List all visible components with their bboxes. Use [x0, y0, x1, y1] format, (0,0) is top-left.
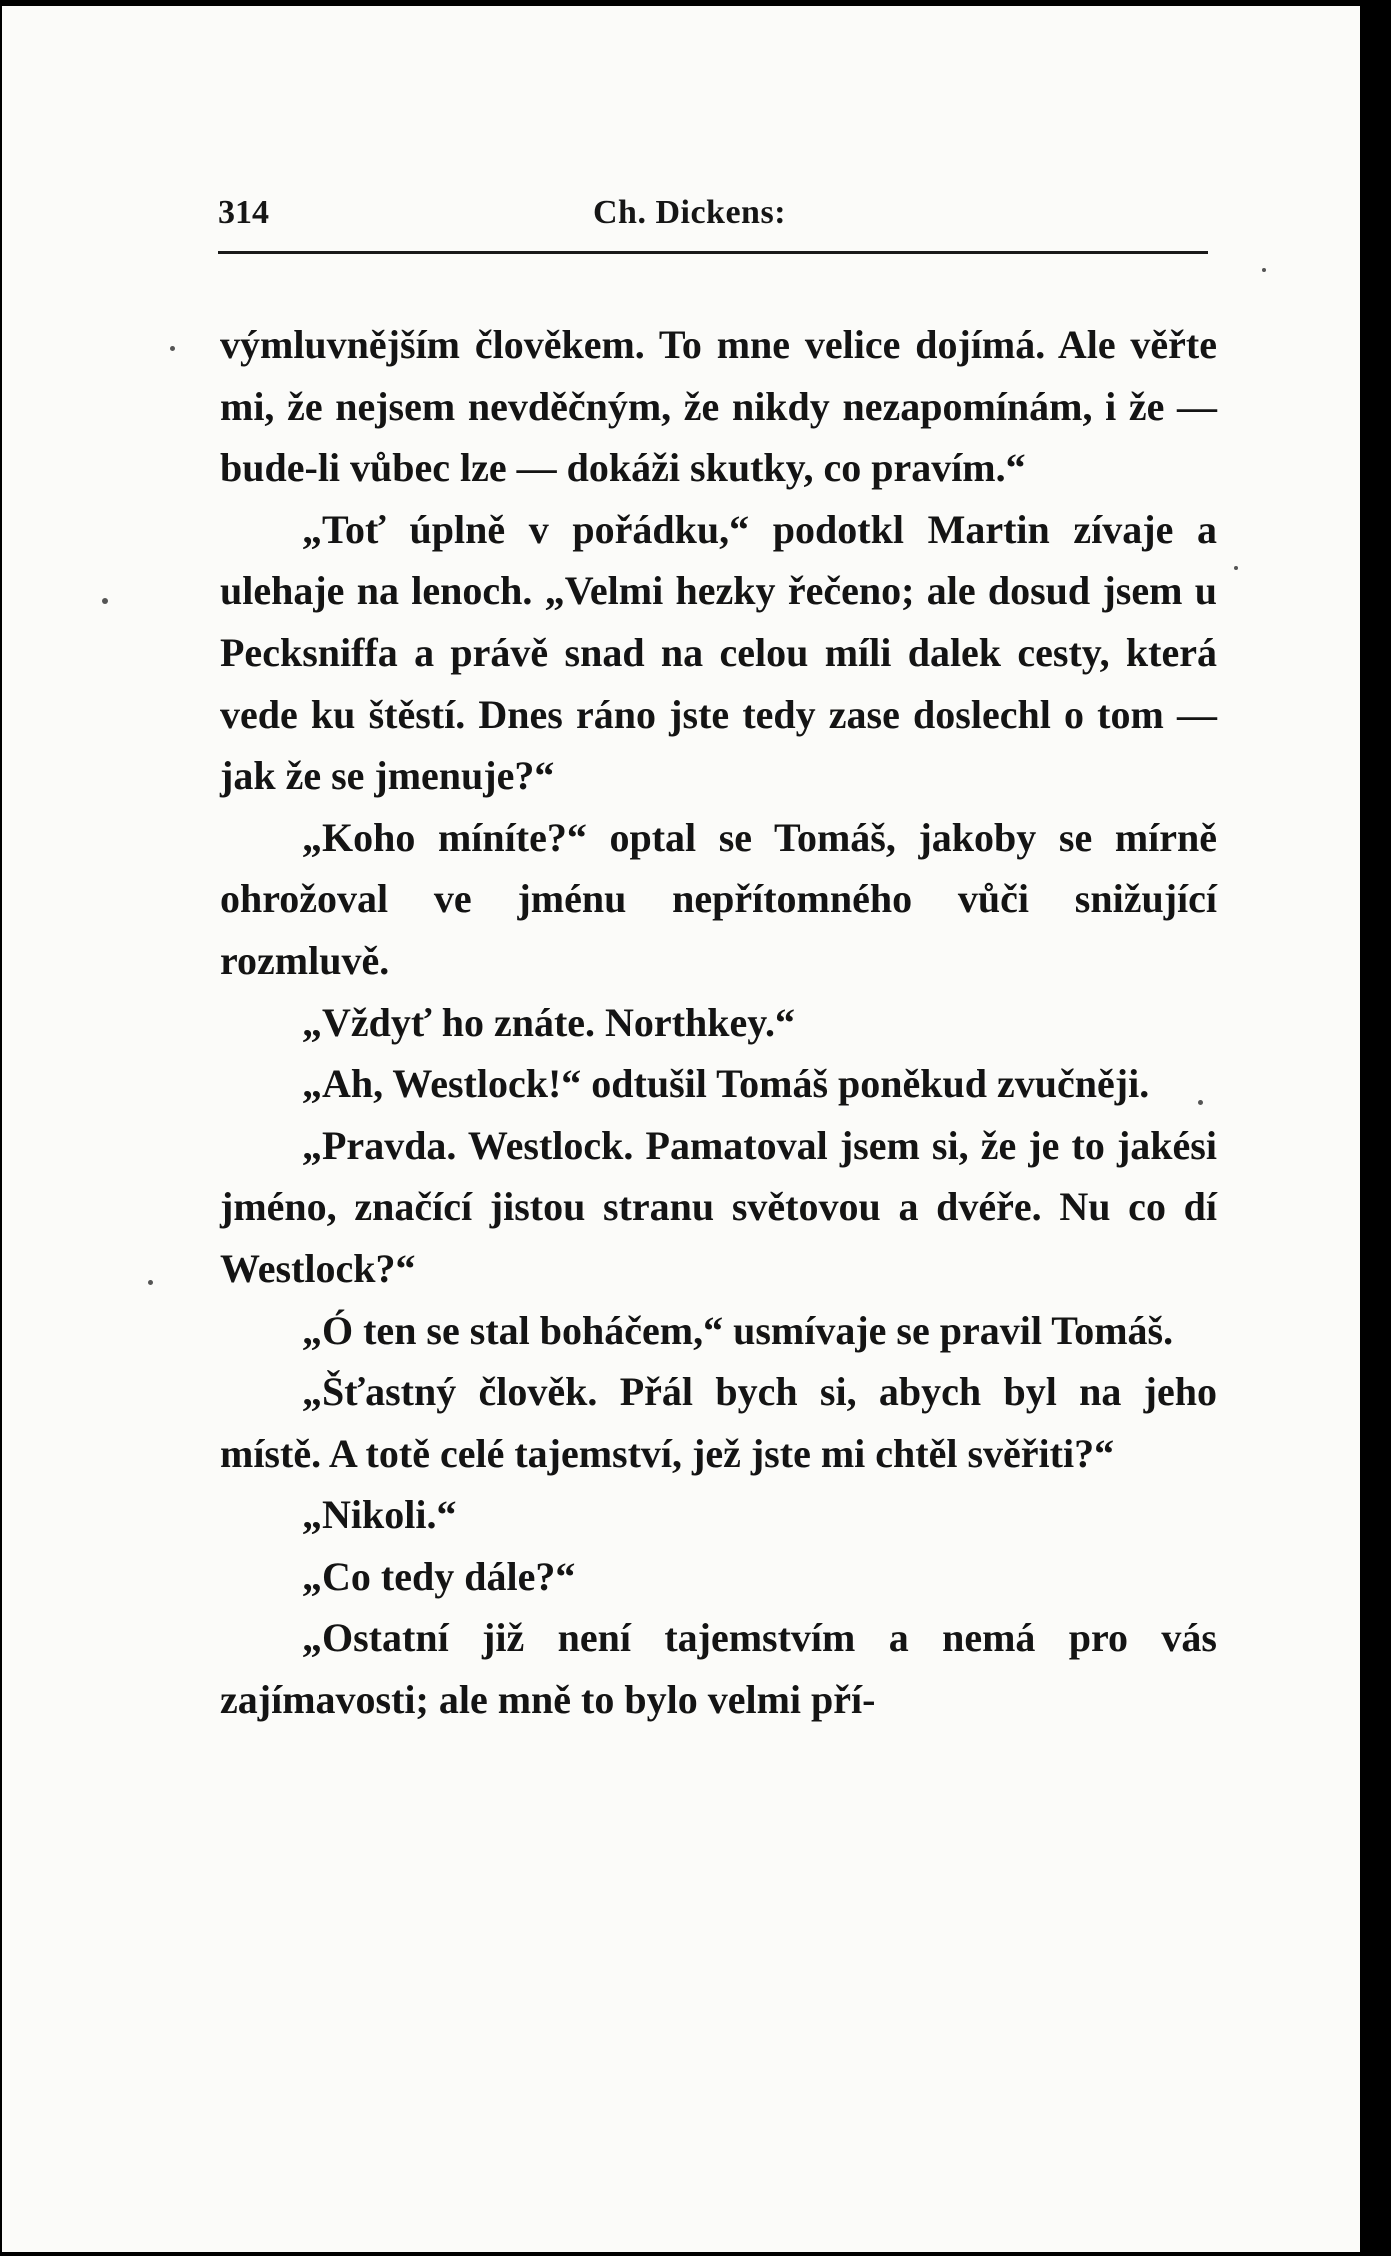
paragraph: výmluvnějším člověkem. To mne velice dojímá. Ale věřte mi, že nejsem nevděčným, že nikdy nezapomínám, i že — bude-li vůbec lze — dokáži skutky, co pravím.“ [220, 322, 1217, 491]
paragraph: „Ó ten se stal boháčem,“ usmívaje se pravil Tomáš. [302, 1307, 1174, 1353]
paragraph: „Vždyť ho znáte. Northkey.“ [302, 999, 796, 1045]
paragraph: „Ah, Westlock!“ odtušil Tomáš poněkud zvučněji. [302, 1061, 1150, 1107]
paragraph: „Pravda. Westlock. Pamatoval jsem si, že je to jakési jméno, značící jistou stranu světovou a dvéře. Nu co dí Westlock?“ [220, 1122, 1217, 1291]
paragraph: „Ostatní již není tajemstvím a nemá pro vás zajímavosti; ale mně to bylo velmi pří- [220, 1615, 1217, 1723]
paragraph: „Co tedy dále?“ [302, 1553, 576, 1599]
print-speck [148, 1280, 153, 1285]
body-text [220, 314, 1217, 1731]
page-header [218, 194, 1208, 240]
book-page [2, 6, 1360, 2252]
running-head: Ch. Dickens: [593, 194, 787, 231]
print-speck [102, 598, 108, 604]
paragraph: „Toť úplně v pořádku,“ podotkl Martin zívaje a ulehaje na lenoch. „Velmi hezky řečeno; ale dosud jsem u Pecksniffa a právě snad na celou míli dalek cesty, která vede ku štěstí. Dnes ráno jste tedy zase doslechl o tom — jak že se jmenuje?“ [220, 506, 1217, 799]
paragraph: „Šťastný člověk. Přál bych si, abych byl na jeho místě. A totě celé tajemství, jež jste mi chtěl svěřiti?“ [220, 1369, 1217, 1476]
print-speck [1234, 566, 1238, 570]
paragraph: „Koho míníte?“ optal se Tomáš, jakoby se mírně ohrožoval ve jménu nepřítomného vůči snižující rozmluvě. [220, 814, 1217, 983]
page-number: 314 [218, 194, 269, 231]
print-speck [1262, 268, 1266, 272]
print-speck [170, 346, 175, 351]
paragraph: „Nikoli.“ [302, 1492, 457, 1538]
header-rule [218, 251, 1208, 254]
